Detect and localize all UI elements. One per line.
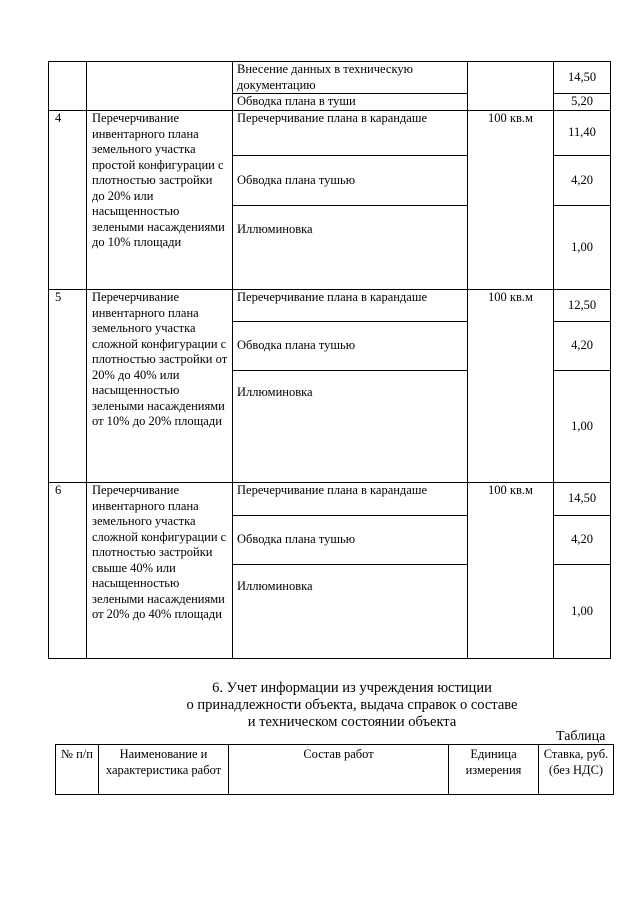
rate-cell: 5,20 xyxy=(554,94,611,111)
header-name: Наименование и характеристика работ xyxy=(99,745,229,795)
header-table xyxy=(55,744,614,795)
table-row xyxy=(49,483,611,516)
rate-cell: 14,50 xyxy=(554,483,611,516)
rates-table xyxy=(48,61,611,659)
rate-cell: 11,40 xyxy=(554,111,611,156)
table-row xyxy=(49,111,611,156)
name-cell: Перечерчивание инвентарного плана земельного участка простой конфигурации с плотностью застройки до 20% или насыщенностью зелеными насаждениями до 10% площади xyxy=(87,111,233,290)
work-cell: Иллюминовка xyxy=(233,206,468,290)
header-unit: Единица измерения xyxy=(449,745,539,795)
work-cell: Перечерчивание плана в карандаше xyxy=(233,111,468,156)
rate-cell: 12,50 xyxy=(554,290,611,322)
section-title-line: и техническом состоянии объекта xyxy=(247,714,457,730)
work-cell: Иллюминовка xyxy=(233,371,468,483)
num-cell: 6 xyxy=(49,483,87,659)
rate-cell: 14,50 xyxy=(554,62,611,94)
name-cell xyxy=(87,62,233,111)
table-row xyxy=(49,62,611,94)
work-cell: Внесение данных в техническую документацию xyxy=(233,62,468,94)
name-cell: Перечерчивание инвентарного плана земельного участка сложной конфигурации с плотностью застройки свыше 40% или насыщенностью зелеными насаждениями от 20% до 40% площади xyxy=(87,483,233,659)
num-cell: 4 xyxy=(49,111,87,290)
work-cell: Перечерчивание плана в карандаше xyxy=(233,483,468,516)
section-title xyxy=(0,680,640,731)
unit-cell: 100 кв.м xyxy=(468,290,554,483)
header-work: Состав работ xyxy=(229,745,449,795)
num-cell xyxy=(49,62,87,111)
work-cell: Обводка плана тушью xyxy=(233,516,468,565)
header-row xyxy=(56,745,614,795)
name-cell: Перечерчивание инвентарного плана земельного участка сложной конфигурации с плотностью застройки от 20% до 40% или насыщенностью зелеными насаждениями от 10% до 20% площади xyxy=(87,290,233,483)
header-rate: Ставка, руб. (без НДС) xyxy=(539,745,614,795)
unit-cell xyxy=(468,62,554,111)
unit-cell: 100 кв.м xyxy=(468,111,554,290)
work-cell: Иллюминовка xyxy=(233,565,468,659)
work-cell: Перечерчивание плана в карандаше xyxy=(233,290,468,322)
rate-cell: 4,20 xyxy=(554,516,611,565)
rate-cell: 4,20 xyxy=(554,322,611,371)
work-cell: Обводка плана тушью xyxy=(233,322,468,371)
header-num: № п/п xyxy=(56,745,99,795)
section-title-line: 6. Учет информации из учреждения юстиции xyxy=(212,680,492,696)
rate-cell: 1,00 xyxy=(554,565,611,659)
table-row xyxy=(49,290,611,322)
section-title-line: о принадлежности объекта, выдача справок о составе xyxy=(186,697,518,713)
unit-cell: 100 кв.м xyxy=(468,483,554,659)
rate-cell: 1,00 xyxy=(554,371,611,483)
num-cell: 5 xyxy=(49,290,87,483)
rate-cell: 4,20 xyxy=(554,156,611,206)
table-label: Таблица xyxy=(556,729,606,744)
rate-cell: 1,00 xyxy=(554,206,611,290)
work-cell: Обводка плана тушью xyxy=(233,156,468,206)
work-cell: Обводка плана в туши xyxy=(233,94,468,111)
